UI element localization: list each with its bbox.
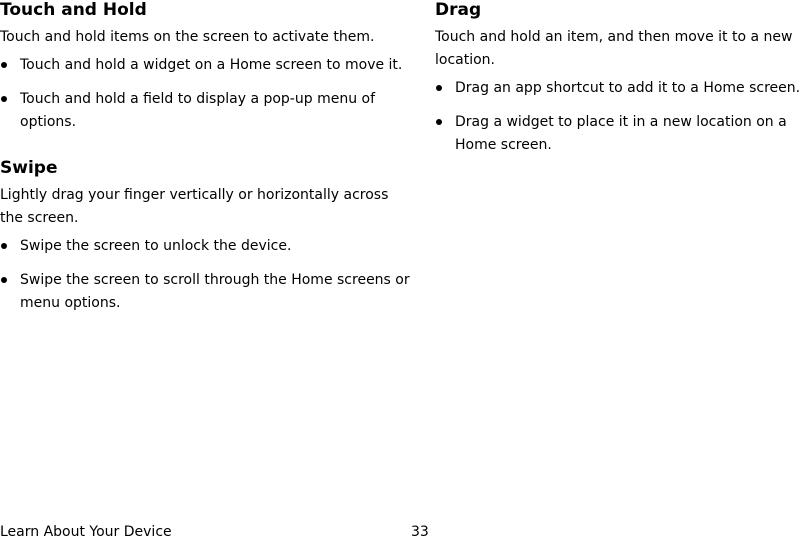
page-footer xyxy=(0,523,807,541)
list-item xyxy=(435,77,807,100)
footer-section-title: Learn About Your Device xyxy=(0,524,172,540)
list-item xyxy=(435,111,807,157)
list-item xyxy=(0,88,410,134)
bullet-icon xyxy=(1,96,7,102)
list-item xyxy=(0,235,410,258)
swipe-section xyxy=(0,158,410,315)
touch-and-hold-list xyxy=(0,54,410,134)
list-item-text: Touch and hold a widget on a Home screen to move it. xyxy=(20,57,403,73)
list-item-text: Drag a widget to place it in a new location on a Home screen. xyxy=(455,114,787,153)
swipe-list xyxy=(0,235,410,315)
bullet-icon xyxy=(1,243,7,249)
bullet-icon xyxy=(436,85,442,91)
list-item-text: Touch and hold a field to display a pop-up menu of options. xyxy=(20,91,376,130)
bullet-icon xyxy=(1,277,7,283)
drag-list xyxy=(435,77,807,157)
bullet-icon xyxy=(1,62,7,68)
list-item-text: Swipe the screen to scroll through the Home screens or menu options. xyxy=(20,272,410,311)
bullet-icon xyxy=(436,119,442,125)
drag-section xyxy=(435,0,807,157)
drag-intro: Touch and hold an item, and then move it to a new location. xyxy=(435,29,793,68)
touch-and-hold-heading: Touch and Hold xyxy=(0,0,147,20)
list-item-text: Drag an app shortcut to add it to a Home screen. xyxy=(455,80,801,96)
touch-and-hold-intro: Touch and hold items on the screen to activate them. xyxy=(0,29,375,45)
list-item xyxy=(0,269,410,315)
drag-heading: Drag xyxy=(435,0,482,20)
page-number: 33 xyxy=(411,524,429,540)
swipe-intro: Lightly drag your finger vertically or horizontally across the screen. xyxy=(0,187,389,226)
list-item-text: Swipe the screen to unlock the device. xyxy=(20,238,292,254)
left-column xyxy=(0,0,410,326)
list-item xyxy=(0,54,410,77)
touch-and-hold-section xyxy=(0,0,410,134)
right-column xyxy=(435,0,807,168)
swipe-heading: Swipe xyxy=(0,158,58,178)
